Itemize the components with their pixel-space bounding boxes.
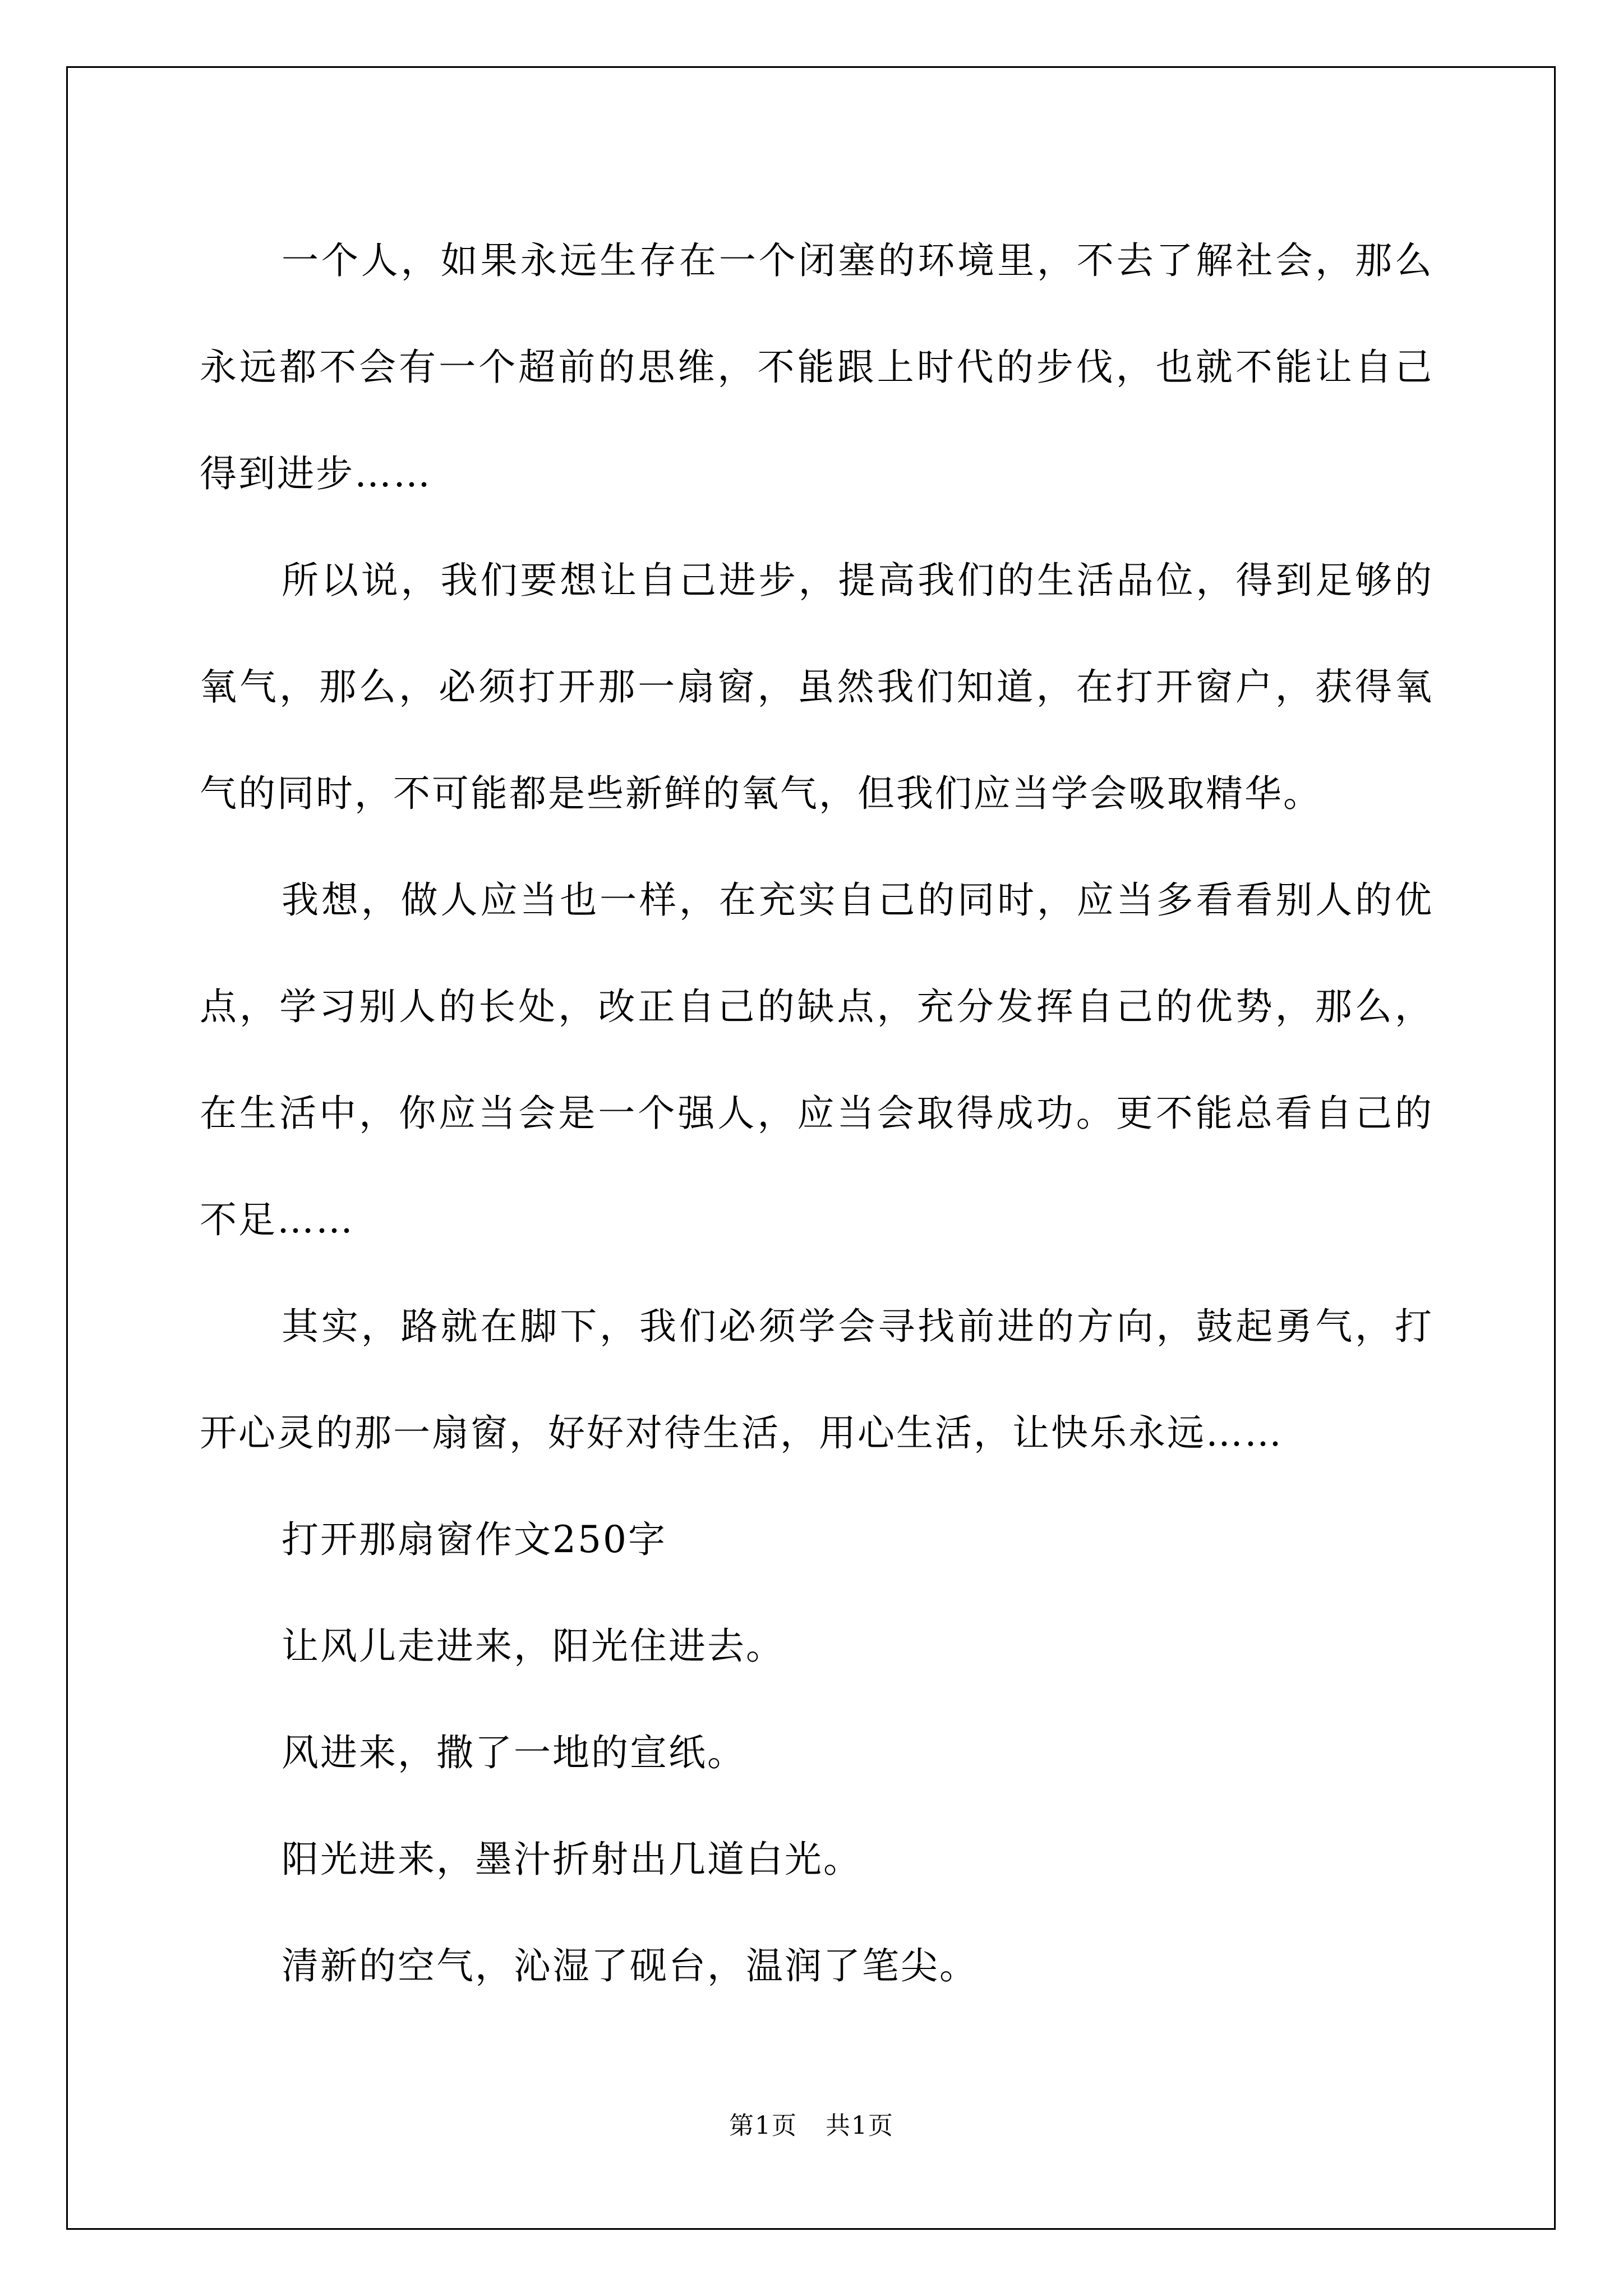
paragraph: 所以说，我们要想让自己进步，提高我们的生活品位，得到足够的氧气，那么，必须打开那一扇窗，虽然我们知道，在打开窗户，获得氧气的同时，不可能都是些新鲜的氧气，但我们应当学会吸取精华。 xyxy=(200,559,1433,815)
document-body xyxy=(200,208,1433,2019)
paragraph: 一个人，如果永远生存在一个闭塞的环境里，不去了解社会，那么永远都不会有一个超前的思维，不能跟上时代的步伐，也就不能让自己得到进步…… xyxy=(200,239,1433,495)
page-number: 第1页 xyxy=(729,2111,797,2140)
paragraph: 清新的空气，沁湿了砚台，温润了笔尖。 xyxy=(282,1944,978,1987)
page-footer xyxy=(0,2109,1623,2143)
section-heading: 打开那扇窗作文250字 xyxy=(282,1518,667,1561)
paragraph: 其实，路就在脚下，我们必须学会寻找前进的方向，鼓起勇气，打开心灵的那一扇窗，好好对待生活，用心生活，让快乐永远…… xyxy=(200,1305,1433,1455)
paragraph: 风进来，撒了一地的宣纸。 xyxy=(282,1731,746,1774)
page-total: 共1页 xyxy=(826,2111,894,2140)
paragraph: 让风儿走进来，阳光住进去。 xyxy=(282,1625,785,1668)
paragraph: 阳光进来，墨汁折射出几道白光。 xyxy=(282,1838,862,1881)
paragraph: 我想，做人应当也一样，在充实自己的同时，应当多看看别人的优点，学习别人的长处，改正自己的缺点，充分发挥自己的优势，那么，在生活中，你应当会是一个强人，应当会取得成功。更不能总看自己的不足…… xyxy=(200,878,1433,1241)
